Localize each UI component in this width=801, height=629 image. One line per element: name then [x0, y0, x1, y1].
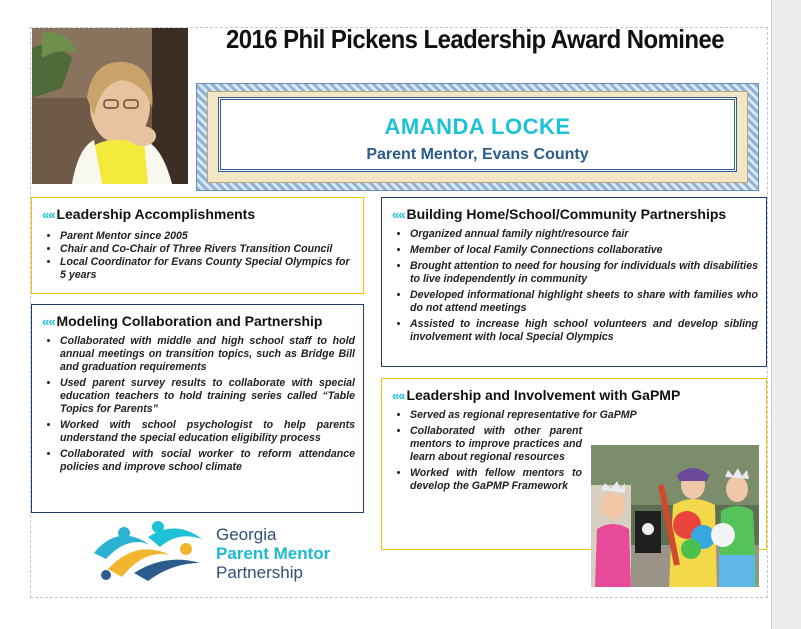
double-chevron-icon: ««	[392, 207, 405, 222]
double-chevron-icon: ««	[42, 207, 55, 222]
list-item: • Developed informational highlight sheets to share with families who do not attend meetings	[410, 289, 758, 315]
nominee-name: AMANDA LOCKE	[384, 114, 571, 139]
list-item: • Served as regional representative for GaPMP	[410, 409, 740, 422]
list-item: • Collaborated with middle and high school staff to hold annual meetings on transition topics, such as Bridge Bill and graduation requirements	[60, 335, 355, 374]
list-item: • Parent Mentor since 2005	[60, 230, 355, 243]
section-heading: «« Modeling Collaboration and Partnership	[42, 313, 323, 329]
section-modeling-collaboration	[31, 304, 364, 513]
list-item: • Local Coordinator for Evans County Special Olympics for 5 years	[60, 256, 355, 282]
section-heading: «« Leadership Accomplishments	[42, 206, 256, 222]
list-item: • Member of local Family Connections collaborative	[410, 244, 758, 257]
bullet-list	[42, 335, 355, 477]
section-heading: «« Leadership and Involvement with GaPMP	[392, 387, 681, 403]
gapmp-logo-text	[216, 525, 330, 582]
section-heading: «« Building Home/School/Community Partnerships	[392, 206, 727, 222]
logo-line-2: Parent Mentor	[216, 544, 331, 563]
gapmp-logo	[88, 519, 358, 585]
bullet-list	[42, 230, 355, 282]
logo-line-3: Partnership	[216, 563, 303, 582]
list-item: • Brought attention to need for housing for individuals with disabilities to live independently in community	[410, 260, 758, 286]
mentors-group-photo	[591, 445, 759, 587]
section-building-partnerships	[381, 197, 767, 367]
window-gutter	[772, 0, 801, 629]
list-item: • Assisted to increase high school volunteers and develop sibling involvement with local Special Olympics	[410, 318, 758, 344]
list-item: • Collaborated with other parent mentors to improve practices and learn about regional resources	[410, 425, 582, 464]
list-item: • Collaborated with social worker to reform attendance policies and improve school climate	[60, 448, 355, 474]
list-item: • Worked with school psychologist to help parents understand the special education eligibility process	[60, 419, 355, 445]
nominee-role: Parent Mentor, Evans County	[366, 146, 589, 163]
list-item: • Chair and Co-Chair of Three Rivers Transition Council	[60, 243, 355, 256]
list-item: • Worked with fellow mentors to develop the GaPMP Framework	[410, 467, 582, 493]
nominee-name-banner	[196, 83, 759, 191]
nominee-portrait-photo	[32, 28, 188, 184]
page-title: 2016 Phil Pickens Leadership Award Nominee	[226, 24, 724, 54]
logo-line-1: Georgia	[216, 525, 277, 544]
list-item: • Organized annual family night/resource fair	[410, 228, 758, 241]
gapmp-logo-mark-icon	[88, 519, 208, 585]
double-chevron-icon: ««	[42, 314, 55, 329]
banner-frame	[207, 91, 748, 183]
bullet-list	[392, 228, 758, 347]
banner-panel	[218, 97, 737, 172]
section-leadership-accomplishments	[31, 197, 364, 294]
double-chevron-icon: ««	[392, 388, 405, 403]
list-item: • Used parent survey results to collaborate with special education teachers to hold training series called “Table Topics for Parents”	[60, 377, 355, 416]
